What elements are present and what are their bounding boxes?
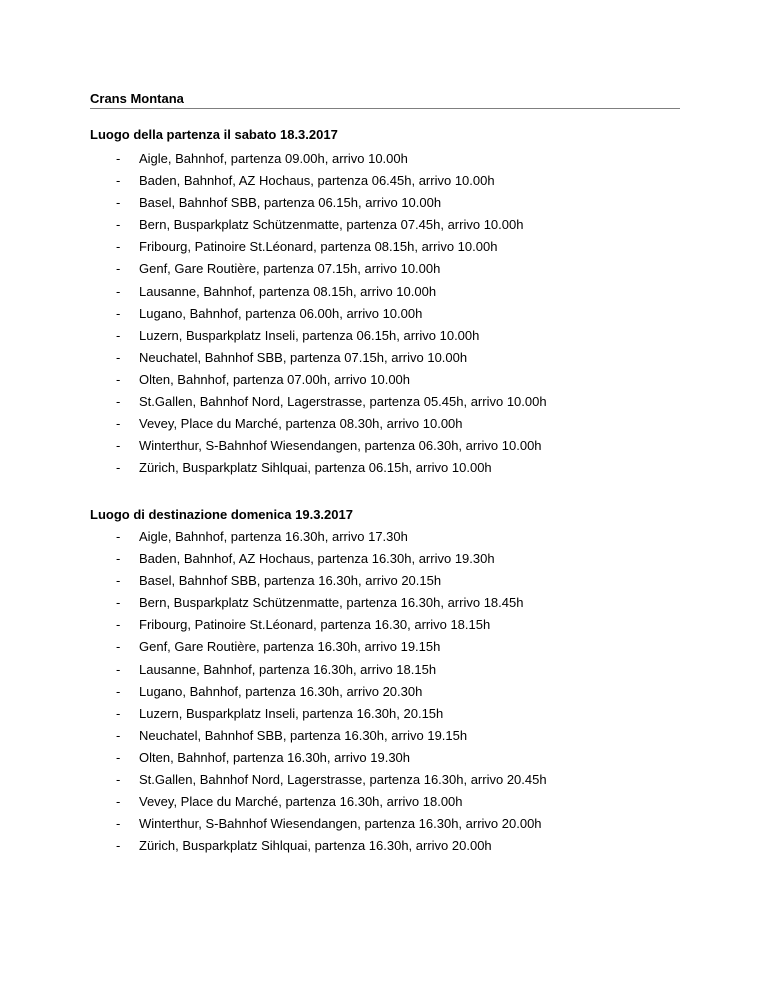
list-bullet: - <box>116 173 121 189</box>
list-item <box>0 350 768 372</box>
list-item-text: Zürich, Busparkplatz Sihlquai, partenza 16.30h, arrivo 20.00h <box>139 838 492 854</box>
list-item-text: Fribourg, Patinoire St.Léonard, partenza 08.15h, arrivo 10.00h <box>139 239 498 255</box>
list-item-text: St.Gallen, Bahnhof Nord, Lagerstrasse, partenza 05.45h, arrivo 10.00h <box>139 394 547 410</box>
departure-heading <box>90 127 338 143</box>
list-item <box>0 284 768 306</box>
list-item <box>0 750 768 772</box>
list-item-text: Aigle, Bahnhof, partenza 16.30h, arrivo 17.30h <box>139 529 408 544</box>
list-item <box>0 372 768 394</box>
departure-heading-label: Luogo della partenza il sabato <box>90 127 280 142</box>
list-bullet: - <box>116 438 121 454</box>
list-item-text: Lausanne, Bahnhof, partenza 16.30h, arrivo 18.15h <box>139 661 437 677</box>
list-item-text: Vevey, Place du Marché, partenza 08.30h, arrivo 10.00h <box>139 416 463 432</box>
list-item <box>0 151 768 173</box>
list-item-text: Neuchatel, Bahnhof SBB, partenza 16.30h, arrivo 19.15h <box>139 727 468 743</box>
list-item-text: Zürich, Busparkplatz Sihlquai, partenza 06.15h, arrivo 10.00h <box>139 460 492 476</box>
list-bullet: - <box>116 217 121 233</box>
list-bullet: - <box>116 661 121 677</box>
list-bullet: - <box>116 816 121 832</box>
list-item <box>0 573 768 595</box>
list-bullet: - <box>116 371 121 387</box>
list-item-text: Basel, Bahnhof SBB, partenza 16.30h, arrivo 20.15h <box>139 573 442 589</box>
list-item-text: Lausanne, Bahnhof, partenza 08.15h, arrivo 10.00h <box>139 283 437 299</box>
list-bullet: - <box>116 349 121 365</box>
list-bullet: - <box>116 727 121 743</box>
list-item <box>0 706 768 728</box>
list-item-text: St.Gallen, Bahnhof Nord, Lagerstrasse, partenza 16.30h, arrivo 20.45h <box>139 772 547 788</box>
list-item <box>0 460 768 482</box>
list-bullet: - <box>116 416 121 432</box>
list-bullet: - <box>116 283 121 299</box>
list-item-text: Fribourg, Patinoire St.Léonard, partenza 16.30, arrivo 18.15h <box>139 617 491 633</box>
list-bullet: - <box>116 595 121 611</box>
departure-heading-date: 18.3.2017 <box>279 127 338 142</box>
list-bullet: - <box>116 239 121 255</box>
list-item <box>0 438 768 460</box>
list-bullet: - <box>116 749 121 765</box>
list-item <box>0 394 768 416</box>
list-item-text: Winterthur, S-Bahnhof Wiesendangen, partenza 06.30h, arrivo 10.00h <box>139 438 542 454</box>
list-bullet: - <box>116 551 121 567</box>
list-item-text: Olten, Bahnhof, partenza 07.00h, arrivo 10.00h <box>139 371 411 387</box>
list-bullet: - <box>116 639 121 655</box>
list-bullet: - <box>116 617 121 633</box>
list-bullet: - <box>116 794 121 810</box>
list-item <box>0 816 768 838</box>
list-item <box>0 794 768 816</box>
list-item-text: Lugano, Bahnhof, partenza 16.30h, arrivo 20.30h <box>139 683 423 699</box>
list-item-text: Aigle, Bahnhof, partenza 09.00h, arrivo 10.00h <box>139 151 408 166</box>
list-item <box>0 416 768 438</box>
list-bullet: - <box>116 772 121 788</box>
list-bullet: - <box>116 151 121 166</box>
list-item <box>0 728 768 750</box>
list-item-text: Bern, Busparkplatz Schützenmatte, partenza 07.45h, arrivo 10.00h <box>139 217 524 233</box>
list-item-text: Basel, Bahnhof SBB, partenza 06.15h, arrivo 10.00h <box>139 195 442 211</box>
list-item-text: Genf, Gare Routière, partenza 07.15h, arrivo 10.00h <box>139 261 441 277</box>
list-bullet: - <box>116 838 121 854</box>
list-item-text: Neuchatel, Bahnhof SBB, partenza 07.15h, arrivo 10.00h <box>139 349 468 365</box>
list-item-text: Luzern, Busparkplatz Inseli, partenza 06.15h, arrivo 10.00h <box>139 327 480 343</box>
list-item-text: Luzern, Busparkplatz Inseli, partenza 16.30h, 20.15h <box>139 705 444 721</box>
list-bullet: - <box>116 195 121 211</box>
departure-list <box>0 151 768 482</box>
list-item <box>0 217 768 239</box>
list-bullet: - <box>116 683 121 699</box>
list-item <box>0 772 768 794</box>
list-bullet: - <box>116 573 121 589</box>
list-item <box>0 662 768 684</box>
list-item-text: Lugano, Bahnhof, partenza 06.00h, arrivo 10.00h <box>139 305 423 321</box>
list-bullet: - <box>116 305 121 321</box>
list-item-text: Baden, Bahnhof, AZ Hochaus, partenza 06.45h, arrivo 10.00h <box>139 173 495 189</box>
list-item-text: Vevey, Place du Marché, partenza 16.30h, arrivo 18.00h <box>139 794 463 810</box>
list-item <box>0 261 768 283</box>
list-item <box>0 328 768 350</box>
list-bullet: - <box>116 460 121 476</box>
return-heading-label: Luogo di destinazione domenica <box>90 507 296 522</box>
list-item <box>0 838 768 860</box>
list-bullet: - <box>116 261 121 277</box>
title-underline-rule <box>90 108 680 109</box>
return-list <box>0 529 768 860</box>
list-item-text: Baden, Bahnhof, AZ Hochaus, partenza 16.30h, arrivo 19.30h <box>139 551 495 567</box>
list-item-text: Bern, Busparkplatz Schützenmatte, partenza 16.30h, arrivo 18.45h <box>139 595 524 611</box>
list-item-text: Olten, Bahnhof, partenza 16.30h, arrivo 19.30h <box>139 749 411 765</box>
return-heading <box>90 507 353 523</box>
list-item-text: Winterthur, S-Bahnhof Wiesendangen, partenza 16.30h, arrivo 20.00h <box>139 816 542 832</box>
list-bullet: - <box>116 327 121 343</box>
list-bullet: - <box>116 529 121 544</box>
list-item <box>0 595 768 617</box>
list-bullet: - <box>116 705 121 721</box>
list-item <box>0 173 768 195</box>
list-item <box>0 684 768 706</box>
list-item <box>0 529 768 551</box>
list-item <box>0 239 768 261</box>
document-title: Crans Montana <box>90 91 184 106</box>
list-item-text: Genf, Gare Routière, partenza 16.30h, arrivo 19.15h <box>139 639 441 655</box>
list-item <box>0 195 768 217</box>
list-item <box>0 617 768 639</box>
list-item <box>0 639 768 661</box>
list-item <box>0 551 768 573</box>
list-item <box>0 306 768 328</box>
return-heading-date: 19.3.2017 <box>295 507 353 522</box>
list-bullet: - <box>116 394 121 410</box>
